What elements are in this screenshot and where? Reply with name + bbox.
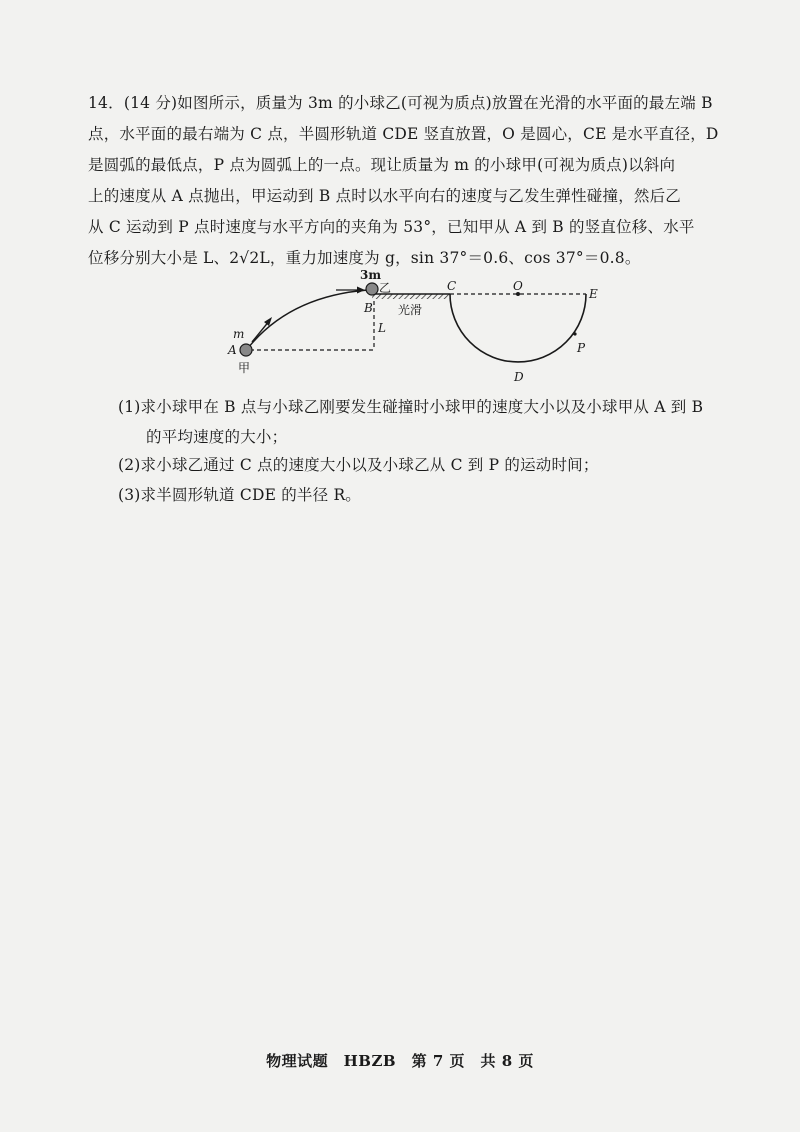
question-14-stem [88, 88, 728, 274]
label-ball-yi: 乙 [379, 281, 392, 295]
question-line-2: 点，水平面的最右端为 C 点，半圆形轨道 CDE 竖直放置，O 是圆心，CE 是水平直径，D [88, 125, 719, 143]
subquestion-1 [118, 392, 738, 452]
ball-yi [366, 283, 378, 295]
semicircle-track [450, 294, 586, 362]
subquestion-2-line-1: (2)求小球乙通过 C 点的速度大小以及小球乙从 C 到 P 的运动时间； [118, 456, 599, 474]
question-line-1: 14．(14 分)如图所示，质量为 3m 的小球乙(可视为质点)放置在光滑的水平面的最左端 B [88, 94, 713, 112]
diagram-svg [220, 268, 620, 388]
label-point-b: B [364, 301, 373, 315]
trajectory-curve [248, 290, 368, 348]
question-line-3: 是圆弧的最低点，P 点为圆弧上的一点。现让质量为 m 的小球甲(可视为质点)以斜向 [88, 156, 676, 174]
label-point-p: P [577, 341, 586, 355]
label-smooth: 光滑 [398, 303, 423, 317]
page-footer: 物理试题 HBZB 第 7 页 共 8 页 [266, 1052, 534, 1070]
label-mass-b: 3m [360, 268, 382, 282]
subquestion-3-line-1: (3)求半圆形轨道 CDE 的半径 R。 [118, 486, 362, 504]
label-mass-a: m [233, 327, 245, 341]
point-p-dot [573, 332, 576, 335]
label-ball-jia: 甲 [238, 361, 251, 375]
question-line-5: 从 C 运动到 P 点时速度与水平方向的夹角为 53°，已知甲从 A 到 B 的竖直位移、水平 [88, 218, 695, 236]
question-line-6: 位移分别大小是 L、2√2L，重力加速度为 g，sin 37°＝0.6、cos 37°＝0.8。 [88, 249, 641, 267]
subquestion-2 [118, 450, 738, 480]
label-point-e: E [589, 287, 598, 301]
subquestion-1-line-1: (1)求小球甲在 B 点与小球乙刚要发生碰撞时小球甲的速度大小以及小球甲从 A 到 B [118, 398, 704, 416]
question-line-4: 上的速度从 A 点抛出，甲运动到 B 点时以水平向右的速度与乙发生弹性碰撞，然后乙 [88, 187, 681, 205]
subquestion-3 [118, 480, 738, 510]
label-point-c: C [447, 279, 457, 293]
velocity-arrow-at-b-head [357, 287, 365, 294]
label-point-o: O [513, 279, 523, 293]
ball-jia [240, 344, 252, 356]
label-point-a: A [228, 343, 237, 357]
subquestion-1-line-2: 的平均速度的大小； [146, 428, 288, 446]
physics-diagram [220, 268, 620, 388]
label-point-d: D [514, 370, 524, 384]
label-height-l: L [378, 321, 386, 335]
